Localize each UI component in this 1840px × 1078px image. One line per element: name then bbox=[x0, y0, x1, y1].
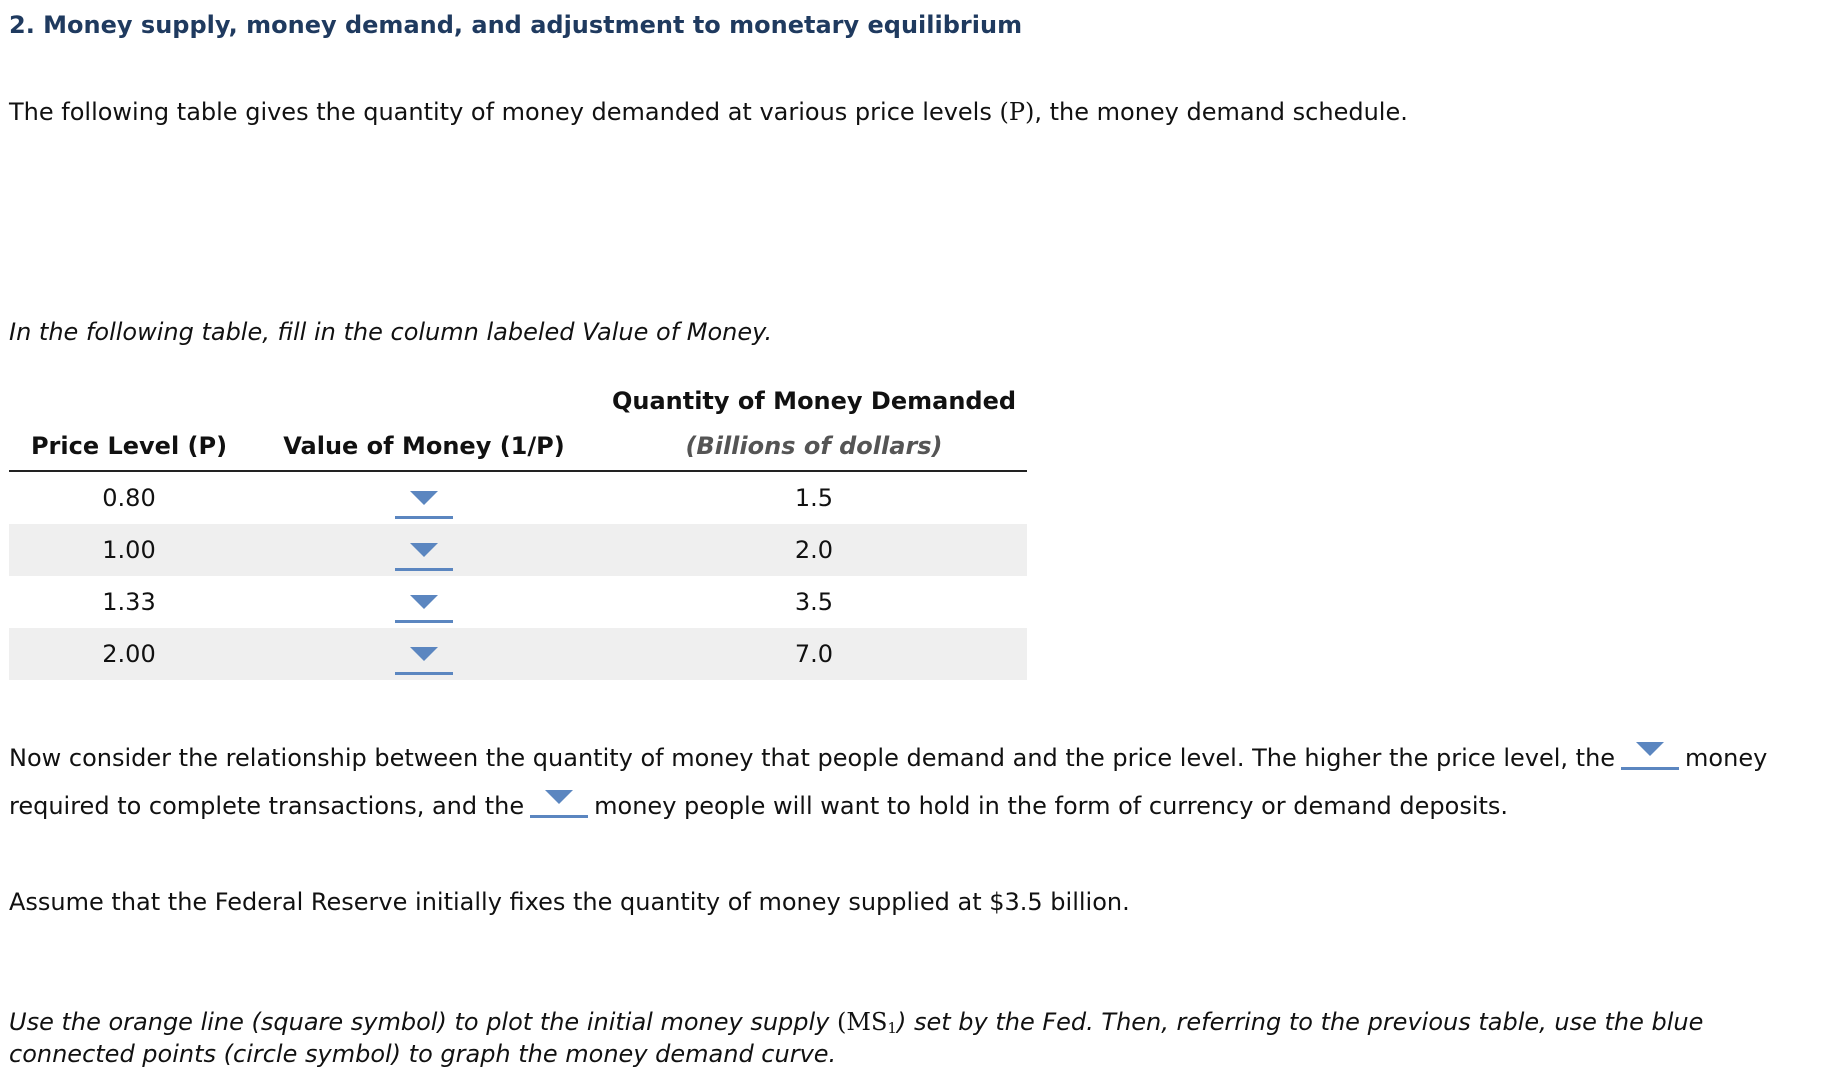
relationship-line-1 bbox=[9, 734, 1767, 782]
intro-symbol: (P) bbox=[999, 98, 1035, 126]
value-cell bbox=[249, 524, 599, 576]
header-quantity: Quantity of Money Demanded bbox=[611, 387, 1017, 415]
relationship-text-2: required to complete transactions, and the bbox=[9, 792, 525, 820]
caret-down-icon bbox=[410, 543, 438, 557]
caret-down-icon bbox=[545, 790, 573, 804]
page-title: 2. Money supply, money demand, and adjustment to monetary equilibrium bbox=[9, 11, 1023, 39]
money-held-dropdown[interactable] bbox=[530, 783, 588, 818]
table-row bbox=[9, 524, 1027, 576]
caret-down-icon bbox=[410, 647, 438, 661]
value-of-money-dropdown[interactable] bbox=[395, 588, 453, 623]
price-cell: 1.33 bbox=[102, 588, 156, 616]
table-row bbox=[9, 628, 1027, 680]
intro-paragraph bbox=[9, 88, 1408, 136]
intro-text-post: , the money demand schedule. bbox=[1034, 98, 1408, 126]
graph-instruction-part2: set by the Fed. Then, referring to the previous table, use the blue bbox=[906, 1008, 1704, 1036]
ms-close: ) bbox=[896, 1008, 907, 1036]
header-value-of-money: Value of Money (1/P) bbox=[283, 432, 565, 460]
value-of-money-dropdown[interactable] bbox=[395, 640, 453, 675]
relationship-text-1: Now consider the relationship between the quantity of money that people demand and the price level. The higher the price level, the bbox=[9, 744, 1616, 772]
header-price-level: Price Level (P) bbox=[30, 432, 228, 460]
value-of-money-dropdown[interactable] bbox=[395, 536, 453, 571]
table-row bbox=[9, 576, 1027, 628]
table-row bbox=[9, 472, 1027, 524]
price-cell: 2.00 bbox=[102, 640, 156, 668]
relationship-line-2 bbox=[9, 782, 1508, 830]
header-quantity-units: (Billions of dollars) bbox=[685, 432, 943, 460]
ms-symbol bbox=[837, 1008, 897, 1036]
value-cell bbox=[249, 628, 599, 680]
relationship-tail-2: money people will want to hold in the form of currency or demand deposits. bbox=[594, 792, 1509, 820]
relationship-tail-1: money bbox=[1685, 744, 1768, 772]
quantity-cell: 7.0 bbox=[794, 640, 834, 668]
quantity-cell: 2.0 bbox=[794, 536, 834, 564]
assumption-paragraph: Assume that the Federal Reserve initially fixes the quantity of money supplied at $3.5 billion. bbox=[9, 888, 1130, 916]
value-of-money-dropdown[interactable] bbox=[395, 484, 453, 519]
price-cell: 0.80 bbox=[102, 484, 156, 512]
money-demand-table bbox=[9, 380, 1027, 680]
value-cell bbox=[249, 472, 599, 524]
price-cell: 1.00 bbox=[102, 536, 156, 564]
caret-down-icon bbox=[410, 595, 438, 609]
value-cell bbox=[249, 576, 599, 628]
ms-label: (MS bbox=[837, 1008, 888, 1036]
table-header bbox=[9, 380, 1027, 472]
caret-down-icon bbox=[1636, 742, 1664, 756]
graph-instruction-part1: Use the orange line (square symbol) to plot the initial money supply bbox=[9, 1008, 838, 1036]
quantity-cell: 1.5 bbox=[794, 484, 834, 512]
quantity-cell: 3.5 bbox=[794, 588, 834, 616]
money-required-dropdown[interactable] bbox=[1621, 735, 1679, 770]
caret-down-icon bbox=[410, 491, 438, 505]
graph-instruction-line-2: connected points (circle symbol) to graph the money demand curve. bbox=[9, 1040, 837, 1068]
ms-subscript: 1 bbox=[887, 1019, 897, 1037]
intro-text-pre: The following table gives the quantity of money demanded at various price levels bbox=[9, 98, 1000, 126]
table-instruction: In the following table, fill in the column labeled Value of Money. bbox=[9, 318, 773, 346]
